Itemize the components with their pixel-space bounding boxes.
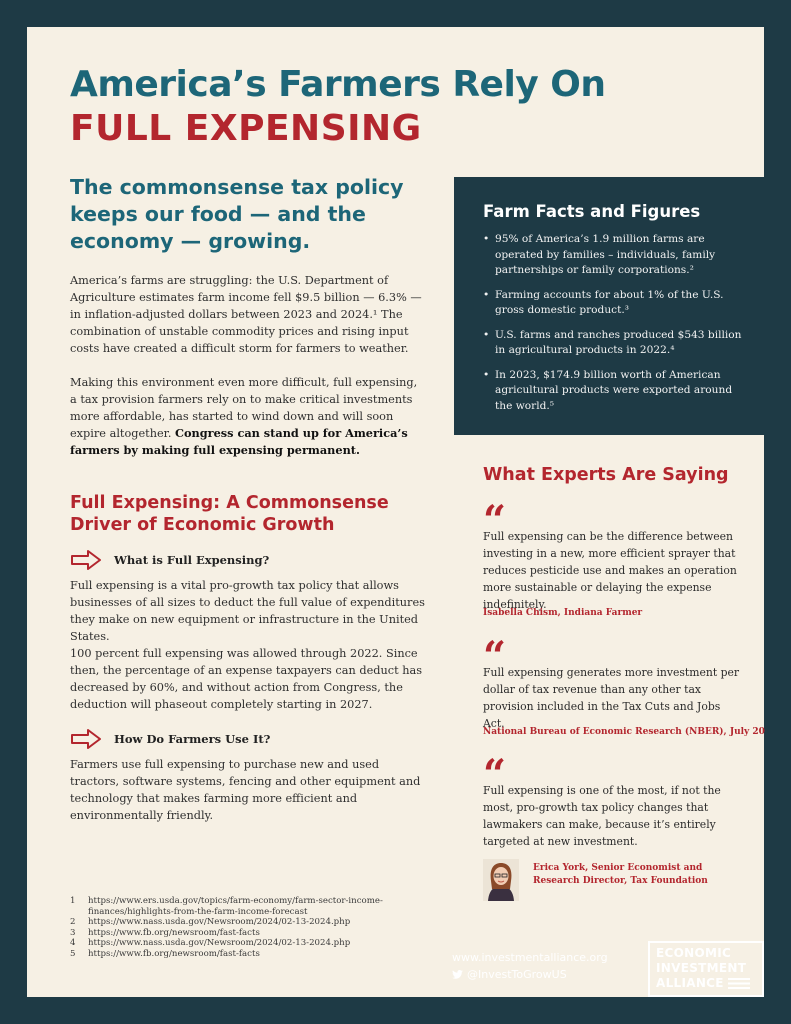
quote-mark-icon: “ [483, 751, 507, 798]
page-title-line2: FULL EXPENSING [70, 108, 422, 149]
footnote-number: 5 [70, 948, 76, 959]
fact-item: • Farming accounts for about 1% of the U.S. gross domestic product.³ [483, 288, 745, 319]
footnote-link[interactable]: https://www.ers.usda.gov/topics/farm-economy/farm-sector-income-finances/highlights-from-the-farm-income-forecast [88, 896, 383, 917]
quote-attribution: National Bureau of Economic Research (NBER), July 20 [483, 727, 765, 737]
footnote [70, 949, 430, 960]
footnote [70, 938, 430, 949]
quote-attribution: Isabella Chism, Indiana Farmer [483, 608, 643, 618]
footnote-link[interactable]: https://www.nass.usda.gov/Newsroom/2024/02-13-2024.php [88, 938, 351, 948]
footnote-number: 3 [70, 927, 76, 938]
footnote-link[interactable]: https://www.fb.org/newsroom/fast-facts [88, 927, 260, 938]
quote-mark-icon: “ [483, 633, 507, 680]
expert-quote: Full expensing is one of the most, if not the most, pro-growth tax policy changes that lawmakers can make, because it’s entirely targeted at new investment. [483, 784, 721, 848]
footnote-number: 4 [70, 938, 76, 948]
intro-p2-bold: Congress can stand up for America’s farmers by making full expensing permanent. [70, 426, 408, 457]
footnote [70, 928, 430, 939]
intro-p2-text: Making this environment even more difficult, full expensing, a tax provision farmers rely on to make critical investments more affordable, has started to wind down and will soon expire altogether. [70, 376, 418, 440]
answer-how-use: Farmers use full expensing to purchase new and used tractors, software systems, fencing and other equipment and technology that makes farming more efficient and environmentally friendly. [70, 758, 421, 822]
quote-mark-icon: “ [483, 497, 507, 544]
facts-list [483, 232, 745, 423]
footnote-number: 1 [70, 896, 76, 906]
footnote-link[interactable]: https://www.nass.usda.gov/Newsroom/2024/02-13-2024.php [88, 917, 351, 927]
flag-stripes-icon [728, 978, 750, 989]
logo-line-1: ECONOMIC [656, 946, 732, 960]
intro-paragraph-1: America’s farms are struggling: the U.S. Department of Agriculture estimates farm income fell $9.5 billion — 6.3% — in inflation-adjusted dollars between 2023 and 2024.¹ The combination of unstable commodity prices and rising input costs have created a difficult storm for farmers to weather. [70, 274, 422, 355]
avatar [483, 859, 519, 901]
facts-title: Farm Facts and Figures [483, 202, 701, 221]
twitter-handle-text: @InvestToGrowUS [467, 968, 567, 981]
footnotes [70, 896, 430, 959]
fact-item: • 95% of America’s 1.9 million farms are operated by families – individuals, family partnerships or family corporations.² [483, 232, 745, 279]
eia-logo [648, 941, 764, 997]
answer-history: 100 percent full expensing was allowed through 2022. Since then, the percentage of an expense taxpayers can deduct has decreased by 60%, and without action from Congress, the deduction will phaseout completely starting in 2027. [70, 647, 423, 711]
logo-line-2: INVESTMENT [656, 961, 747, 975]
expert-quote: Full expensing can be the difference between investing in a new, more efficient sprayer that reduces pesticide use and makes an operation more sustainable or delaying the expense indefinitely. [483, 530, 737, 611]
footnote [70, 917, 430, 928]
answer-what-is: Full expensing is a vital pro-growth tax policy that allows businesses of all sizes to deduct the full value of expenditures they make on new equipment or infrastructure in the United States. [70, 579, 425, 643]
logo-line-3-row [656, 976, 756, 991]
intro-paragraph-2 [70, 374, 426, 459]
arrow-right-icon [70, 548, 102, 572]
fact-item: • In 2023, $174.9 billion worth of American agricultural products were exported around the world.⁵ [483, 368, 745, 415]
footnote [70, 896, 430, 917]
arrow-right-icon [70, 727, 102, 751]
question-what-is [70, 547, 269, 573]
page-title-line1: America’s Farmers Rely On [70, 64, 606, 105]
twitter-handle[interactable] [452, 968, 567, 981]
footnote-number: 2 [70, 917, 76, 927]
question-label: How Do Farmers Use It? [114, 732, 271, 746]
website-link[interactable]: www.investmentalliance.org [452, 951, 608, 964]
footnote-link[interactable]: https://www.fb.org/newsroom/fast-facts [88, 948, 260, 959]
section-title: Full Expensing: A Commonsense Driver of Economic Growth [70, 493, 389, 535]
question-how-use [70, 726, 270, 752]
quote-attribution: Erica York, Senior Economist and Research Director, Tax Foundation [533, 863, 708, 886]
logo-line-3: ALLIANCE [656, 976, 724, 990]
experts-title: What Experts Are Saying [483, 465, 729, 485]
twitter-icon [452, 970, 463, 979]
question-label: What is Full Expensing? [114, 553, 270, 567]
subhead: The commonsense tax policy keeps our food — and the economy — growing. [70, 175, 404, 253]
fact-item: • U.S. farms and ranches produced $543 billion in agricultural products in 2022.⁴ [483, 328, 745, 359]
expert-quote: Full expensing generates more investment per dollar of tax revenue than any other tax provision included in the Tax Cuts and Jobs Act. [483, 666, 740, 730]
